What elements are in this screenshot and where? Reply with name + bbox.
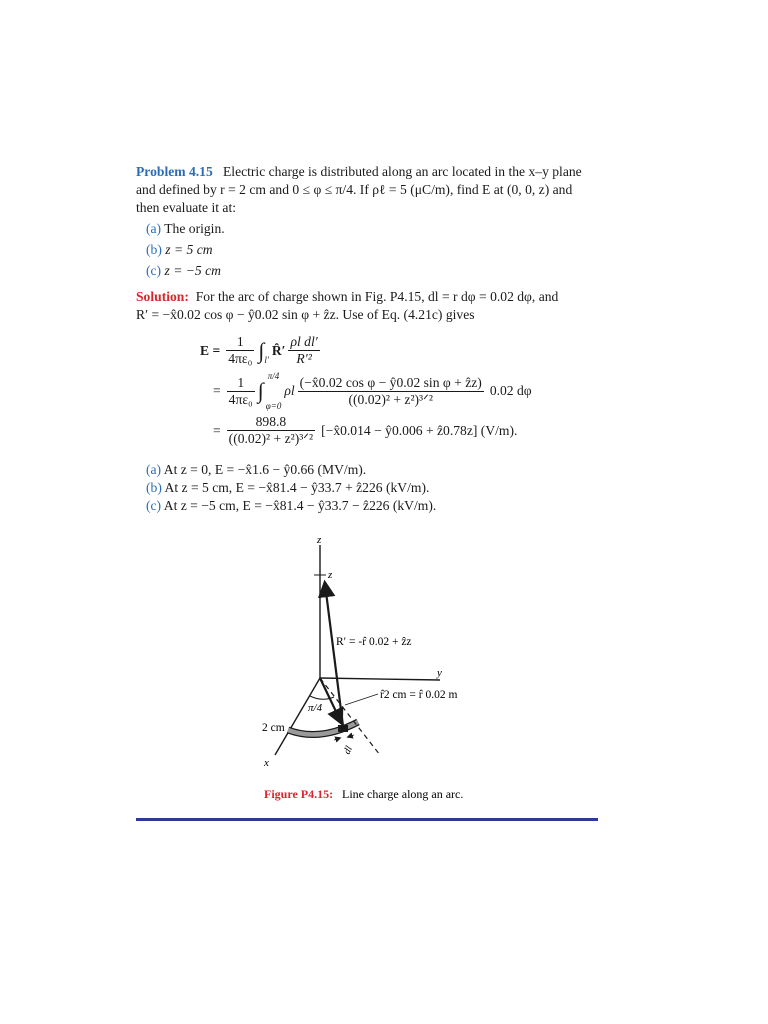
part-text: z = −5 cm bbox=[164, 263, 221, 278]
label-dl: dl bbox=[341, 744, 356, 757]
dl-element bbox=[338, 725, 348, 732]
eq-integrand-1: $\frac{\text{ρl dl′}}{\text{R′²}}$ bbox=[290, 334, 318, 366]
caption-label: Figure P4.15: bbox=[264, 787, 334, 801]
label-r-hat: r̂2 cm = r̂ 0.02 m bbox=[380, 689, 458, 701]
caption-text: Line charge along an arc. bbox=[342, 787, 464, 801]
part-text: The origin. bbox=[164, 221, 225, 236]
int-sub: l′ bbox=[264, 355, 269, 365]
answer-label: (a) bbox=[146, 462, 162, 477]
eq-prefactor-2: $\frac{1}{\text{4πε₀}}$ bbox=[228, 374, 253, 407]
bottom-rule bbox=[136, 818, 598, 821]
label-axis-z: z bbox=[317, 534, 322, 546]
label-axis-y: y bbox=[437, 667, 442, 679]
r-prime-vector bbox=[325, 584, 343, 726]
answer-text: At z = −5 cm, E = −x̂81.4 − ŷ33.7 − ẑ226 (kV/m). bbox=[163, 498, 437, 513]
eq-integrand-2: $\frac{\text{(−x̂0.02 cos φ − ŷ0.02 sin φ + ẑz)}}{\text{((0.02)² + z²)³ᐟ²}}$ bbox=[299, 374, 482, 407]
dashed-angle-line bbox=[320, 678, 380, 755]
part-label: (b) bbox=[146, 242, 162, 257]
label-axis-x: x bbox=[264, 757, 269, 769]
label-radius: 2 cm bbox=[262, 722, 285, 734]
problem-line-2: and defined by r = 2 cm and 0 ≤ φ ≤ π/4. If ρℓ = 5 (μC/m), find E at (0, 0, z) and bbox=[136, 182, 573, 197]
dl-arrow-right bbox=[348, 735, 354, 737]
answer-text: At z = 0, E = −x̂1.6 − ŷ0.66 (MV/m). bbox=[163, 462, 367, 477]
rho-l: ρl bbox=[284, 383, 295, 398]
answer-text: At z = 5 cm, E = −x̂81.4 − ŷ33.7 + ẑ226 (kV/m). bbox=[164, 480, 430, 495]
eq-equals: = bbox=[213, 422, 221, 438]
eq-prefactor-1: $\frac{1}{\text{4πε₀}}$ bbox=[228, 334, 253, 366]
part-label: (c) bbox=[146, 263, 162, 278]
integral-limits: π/4 ∫ φ=0 bbox=[257, 371, 282, 411]
eq-equals: = bbox=[213, 383, 221, 398]
eq-fraction-3: $\frac{898.8}{\text{((0.02)² + z²)³ᐟ²}}$ bbox=[228, 414, 314, 446]
part-label: (a) bbox=[146, 221, 162, 236]
problem-line-3: then evaluate it at: bbox=[136, 200, 237, 215]
x-axis bbox=[275, 678, 320, 755]
r-hat: R̂′ bbox=[271, 342, 286, 358]
solution-line-2: R′ = −x̂0.02 cos φ − ŷ0.02 sin φ + ẑz. Use of Eq. (4.21c) gives bbox=[136, 307, 475, 322]
label-r-prime: R′ = -r̂ 0.02 + ẑz bbox=[336, 636, 412, 648]
answer-label: (b) bbox=[146, 480, 162, 495]
eq-lhs: E = bbox=[200, 342, 221, 358]
eq-tail-3: [−x̂0.014 − ŷ0.006 + ẑ0.78z] (V/m). bbox=[321, 422, 518, 438]
answer-label: (c) bbox=[146, 498, 162, 513]
solution-text-1: For the arc of charge shown in Fig. P4.15, dl = r dφ = 0.02 dφ, and bbox=[195, 289, 559, 304]
problem-label: Problem 4.15 bbox=[136, 164, 213, 179]
eq-tail-2: 0.02 dφ bbox=[489, 383, 532, 398]
label-angle: π/4 bbox=[308, 702, 323, 714]
integral-sign: ∫ bbox=[258, 337, 265, 363]
part-text: z = 5 cm bbox=[165, 242, 213, 257]
label-point-z: z bbox=[328, 569, 333, 581]
solution-label: Solution: bbox=[136, 289, 189, 304]
problem-text-1: Electric charge is distributed along an arc located in the x–y plane bbox=[222, 164, 582, 179]
dl-arrow-left bbox=[334, 738, 340, 740]
r-hat-leader bbox=[345, 694, 378, 705]
